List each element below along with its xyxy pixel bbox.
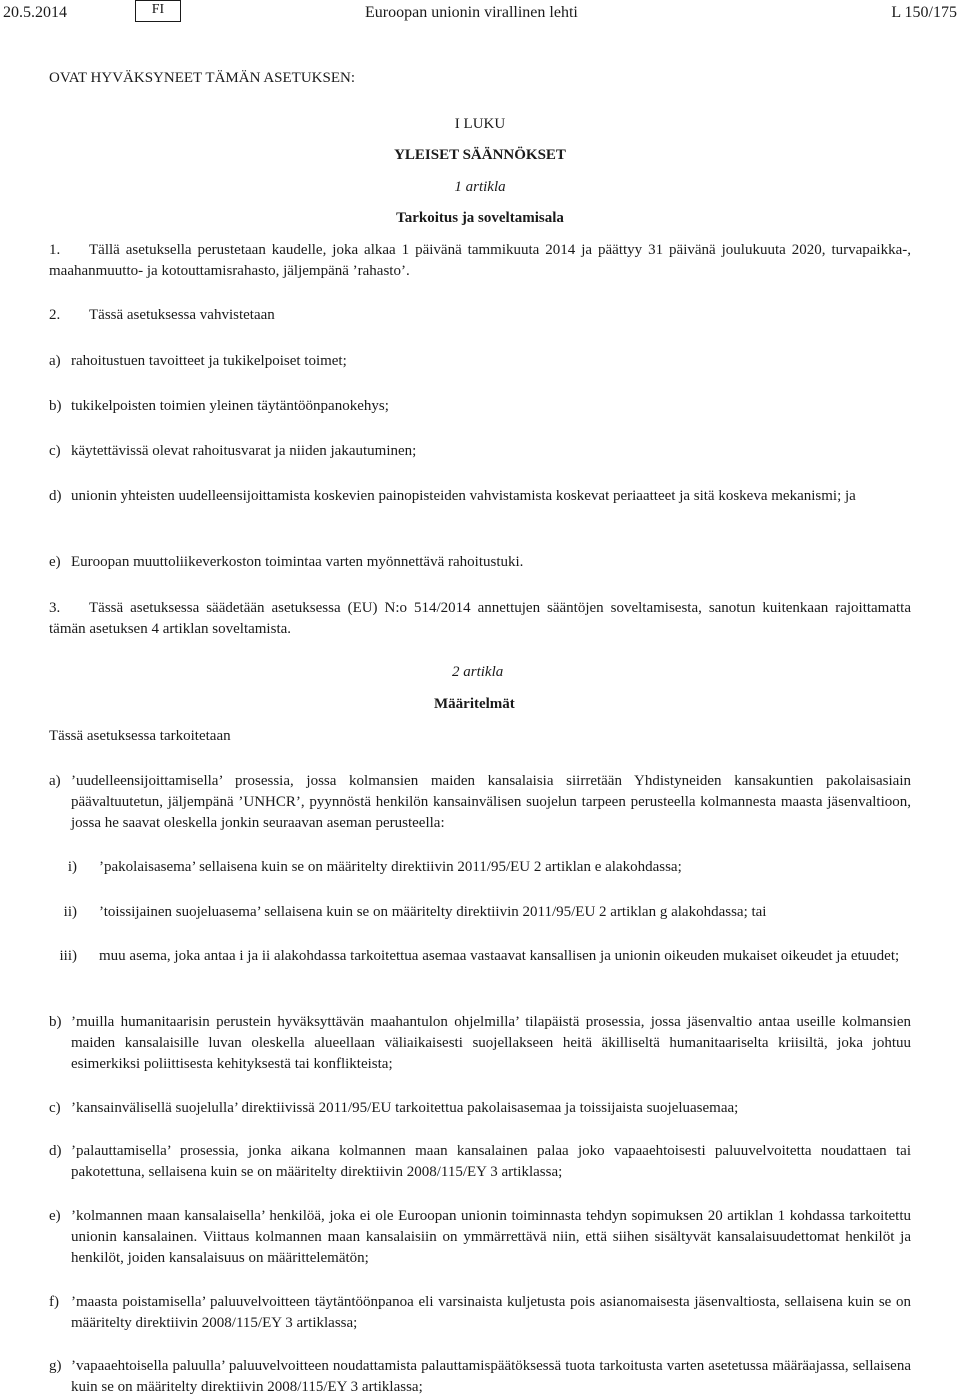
list-item (49, 552, 911, 573)
publication-date: 20.5.2014 (3, 4, 67, 21)
item-label: c) (49, 1100, 61, 1116)
list-item (49, 351, 911, 372)
item-text: ’maasta poistamisella’ paluuvelvoitteen täytäntöönpanoa eli varsinaista kuljetusta pois asianomaisesta jäsenvaltiosta, sellaisena kuin se on määritelty direktiivin 2008/115/EY 3 artiklassa; (71, 1294, 911, 1331)
item-label: e) (49, 554, 61, 570)
article-2-number: 2 artikla (452, 664, 504, 680)
item-text: ’kolmannen maan kansalaisella’ henkilöä, joka ei ole Euroopan unionin toiminnasta tehdyn sopimuksen 20 artiklan 1 kohdassa tarkoitettu unionin kansalainen. Viittaus kolmannen maan kansalaisiin on ymmärrettävä niin, että siihen sisältyvät kansalaisuudettomat henkilöt ja henkilöt, joiden kansalaisuus on määrittelemätön; (71, 1208, 911, 1266)
paragraph-number: 1. (49, 242, 61, 258)
item-label: a) (49, 353, 61, 369)
language-code-box: FI (135, 0, 181, 22)
definition-item (49, 1356, 911, 1398)
sub-item (49, 946, 911, 967)
page-reference: L 150/175 (891, 4, 957, 21)
item-label: d) (49, 1143, 62, 1159)
article-1-paragraph-2 (49, 305, 911, 326)
definition-item (49, 1098, 911, 1119)
item-label: f) (49, 1294, 59, 1310)
list-item (49, 486, 911, 507)
sub-item-text: ’pakolaisasema’ sellaisena kuin se on määritelty direktiivin 2011/95/EU 2 artiklan e alakohdassa; (99, 859, 682, 875)
sub-item-text: ’toissijainen suojeluasema’ sellaisena kuin se on määritelty direktiivin 2011/95/EU 2 artiklan g alakohdassa; tai (99, 904, 767, 920)
item-text: ’vapaaehtoisella paluulla’ paluuvelvoitteen noudattamista palauttamispäätöksessä tuota tarkoitusta varten asetetussa määräajassa, sellaisena kuin se on määritelty direktiivin 2008/115/EY 3 artiklassa; (71, 1358, 911, 1395)
item-label: e) (49, 1208, 61, 1224)
item-label: a) (49, 773, 61, 789)
item-text: ’muilla humanitaarisin perustein hyväksyttävän maahantulon ohjelmilla’ tilapäistä prosessia, jossa jäsenvaltio antaa useille kolmansien maiden kansalaisille luvan oleskella alueellaan väliaikaisesti suojellakseen heitä äkilliseltä humanitaariselta kriisiltä, joka johtuu esimerkiksi poliittisesta kehityksestä tai konflikteista; (71, 1014, 911, 1072)
sub-item-label: i) (67, 859, 77, 875)
article-1-paragraph-1 (49, 240, 911, 282)
item-text: rahoitustuen tavoitteet ja tukikelpoiset toimet; (71, 353, 347, 369)
item-text: unionin yhteisten uudelleensijoittamista koskevien painopisteiden vahvistamista koskevat periaatteet ja sitä koskeva mekanismi; ja (71, 488, 856, 504)
sub-item-label: iii) (59, 948, 77, 964)
paragraph-text: Tällä asetuksella perustetaan kaudelle, joka alkaa 1 päivänä tammikuuta 2014 ja päättyy 31 päivänä joulukuuta 2020, turvapaikka-, maahanmuutto- ja kotouttamisrahasto, jäljempänä ’rahasto’. (49, 242, 911, 279)
paragraph-text: Tässä asetuksessa vahvistetaan (89, 307, 275, 323)
sub-item (49, 902, 911, 923)
sub-item-label: ii) (63, 904, 77, 920)
paragraph-text: Tässä asetuksessa säädetään asetuksessa (EU) N:o 514/2014 annettujen sääntöjen soveltamisesta, sanotun kuitenkaan rajoittamatta tämän asetuksen 4 artiklan soveltamista. (49, 600, 911, 637)
article-1-number: 1 artikla (454, 179, 506, 195)
list-item (49, 441, 911, 462)
article-2-lead: Tässä asetuksessa tarkoitetaan (49, 728, 231, 744)
item-text: käytettävissä olevat rahoitusvarat ja niiden jakautuminen; (71, 443, 417, 459)
definition-item (49, 771, 911, 834)
definition-item (49, 1012, 911, 1075)
chapter-title: YLEISET SÄÄNNÖKSET (394, 147, 566, 163)
paragraph-number: 3. (49, 600, 61, 616)
item-label: b) (49, 398, 62, 414)
intro-line: OVAT HYVÄKSYNEET TÄMÄN ASETUKSEN: (49, 70, 355, 86)
paragraph-number: 2. (49, 307, 61, 323)
item-label: d) (49, 488, 62, 504)
item-text: ’uudelleensijoittamisella’ prosessia, jossa kolmansien maiden kansalaisia siirretään Yhdistyneiden kansakuntien pakolaisasiain päävaltuutetun, jäljempänä ’UNHCR’, pyynnöstä henkilön kansainvälisen suojelun tarpeen perusteella kolmannesta maasta jäsenvaltioon, jossa he saavat oleskella jonkin seuraavan aseman perusteella: (71, 773, 911, 831)
definition-item (49, 1206, 911, 1269)
item-text: tukikelpoisten toimien yleinen täytäntöönpanokehys; (71, 398, 389, 414)
item-label: c) (49, 443, 61, 459)
article-1-title: Tarkoitus ja soveltamisala (396, 210, 564, 226)
chapter-number: I LUKU (454, 116, 506, 132)
item-label: g) (49, 1358, 62, 1374)
item-label: b) (49, 1014, 62, 1030)
item-text: Euroopan muuttoliikeverkoston toimintaa varten myönnettävä rahoitustuki. (71, 554, 524, 570)
item-text: ’kansainvälisellä suojelulla’ direktiivissä 2011/95/EU tarkoitettua pakolaisasemaa ja toissijaista suojeluasemaa; (71, 1100, 739, 1116)
journal-title: Euroopan unionin virallinen lehti (365, 4, 578, 21)
article-2-title: Määritelmät (434, 696, 515, 712)
definition-item (49, 1292, 911, 1334)
sub-item (49, 857, 911, 878)
page-header (0, 2, 960, 26)
article-1-paragraph-3 (49, 598, 911, 640)
definition-item (49, 1141, 911, 1183)
sub-item-text: muu asema, joka antaa i ja ii alakohdassa tarkoitettua asemaa vastaavat kansallisen ja unionin oikeuden mukaiset oikeudet ja etuudet; (99, 948, 900, 964)
item-text: ’palauttamisella’ prosessia, jonka aikana kolmannen maan kansalainen palaa joko vapaaehtoisesti paluuvelvoitetta noudattaen tai pakotettuna, sellaisena kuin se on määritelty direktiivin 2008/115/EY 3 artiklassa; (71, 1143, 911, 1180)
list-item (49, 396, 911, 417)
